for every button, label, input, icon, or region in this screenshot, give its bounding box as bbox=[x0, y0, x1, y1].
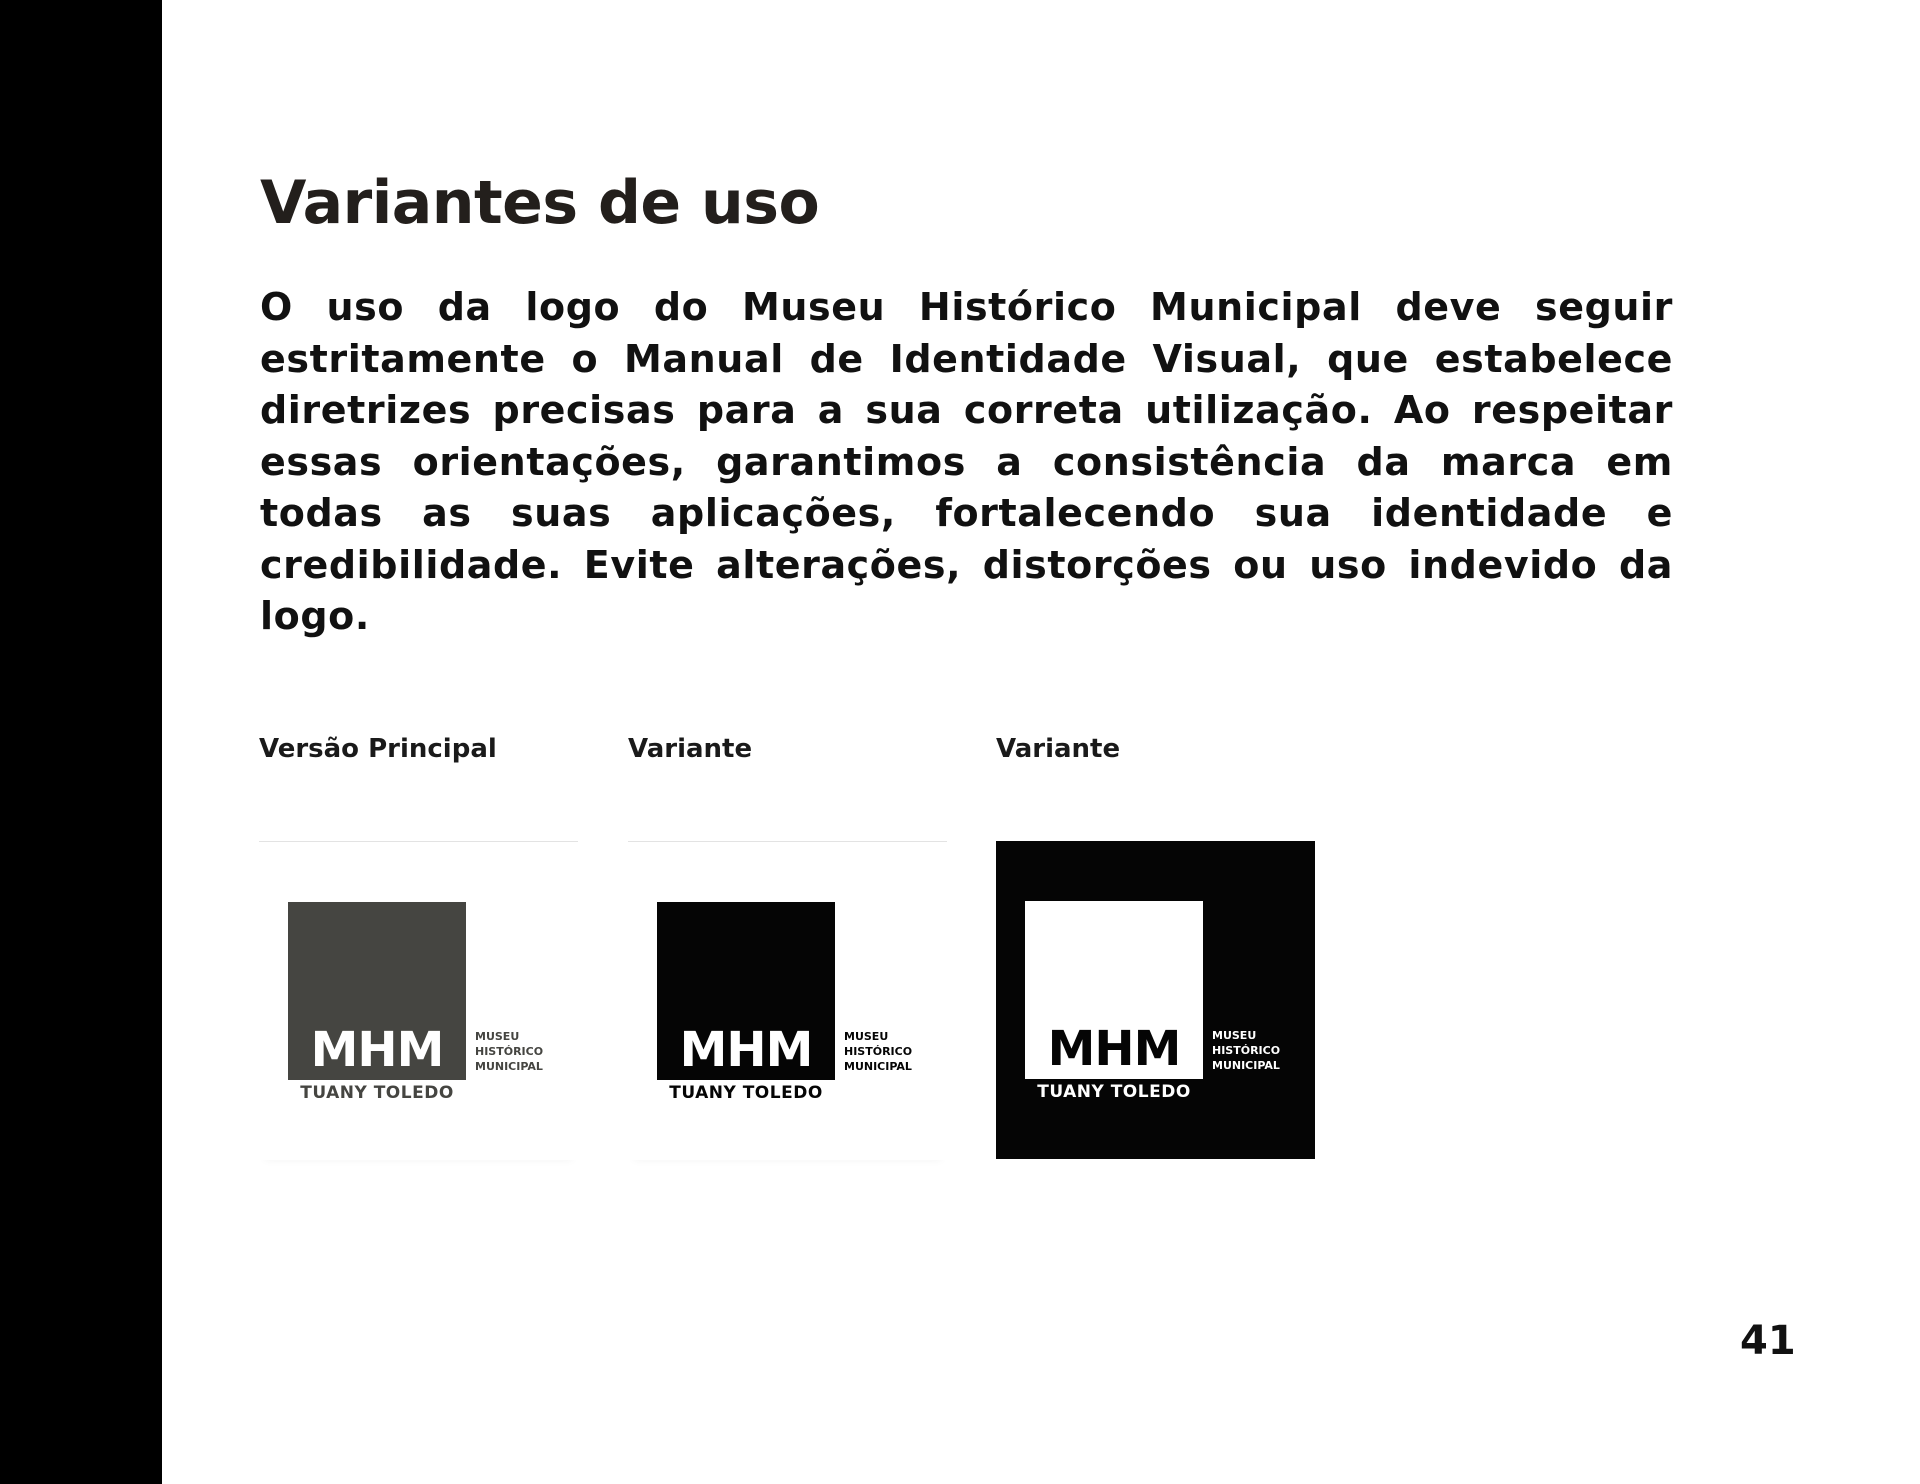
logo-square bbox=[1025, 901, 1203, 1079]
logo-line-museu: MUSEU bbox=[1212, 1029, 1257, 1042]
logo-line-historico: HISTÓRICO bbox=[1212, 1044, 1281, 1057]
logo-tile-black bbox=[628, 841, 947, 1160]
logo-subtitle: TUANY TOLEDO bbox=[1037, 1082, 1191, 1102]
logo-name-text bbox=[1212, 1028, 1280, 1073]
logo-line-historico: HISTÓRICO bbox=[475, 1045, 544, 1058]
logo-monogram: MHM bbox=[310, 1022, 444, 1078]
variant-label-inverted: Variante bbox=[996, 734, 1121, 764]
logo-line-municipal: MUNICIPAL bbox=[1212, 1059, 1280, 1072]
logo-subtitle: TUANY TOLEDO bbox=[300, 1083, 454, 1103]
logo-name-text bbox=[844, 1029, 912, 1074]
logo-line-municipal: MUNICIPAL bbox=[475, 1060, 543, 1073]
logo-line-museu: MUSEU bbox=[475, 1030, 520, 1043]
logo-monogram: MHM bbox=[1047, 1021, 1181, 1077]
logo-subtitle: TUANY TOLEDO bbox=[669, 1083, 823, 1103]
variant-label-black: Variante bbox=[628, 734, 753, 764]
page-number: 41 bbox=[1740, 1318, 1796, 1364]
logo-name-text bbox=[475, 1029, 543, 1074]
logo-tile-inverted bbox=[996, 841, 1315, 1159]
intro-paragraph: O uso da logo do Museu Histórico Municipal deve seguir estritamente o Manual de Identidade Visual, que estabelece diretrizes precisas para a sua correta utilização. Ao respeitar essas orientações, garantimos a consistência da marca em todas as suas aplicações, fortalecendo sua identidade e credibilidade. Evite alterações, distorções ou uso indevido da logo. bbox=[260, 285, 1673, 638]
logo-tile-principal bbox=[259, 841, 578, 1160]
logo-line-museu: MUSEU bbox=[844, 1030, 889, 1043]
side-bar bbox=[0, 0, 162, 1484]
logo-square bbox=[657, 902, 835, 1080]
logo-line-municipal: MUNICIPAL bbox=[844, 1060, 912, 1073]
logo-monogram: MHM bbox=[679, 1022, 813, 1078]
page-title: Variantes de uso bbox=[260, 168, 820, 238]
logo-square bbox=[288, 902, 466, 1080]
logo-line-historico: HISTÓRICO bbox=[844, 1045, 913, 1058]
variant-label-principal: Versão Principal bbox=[259, 734, 497, 764]
